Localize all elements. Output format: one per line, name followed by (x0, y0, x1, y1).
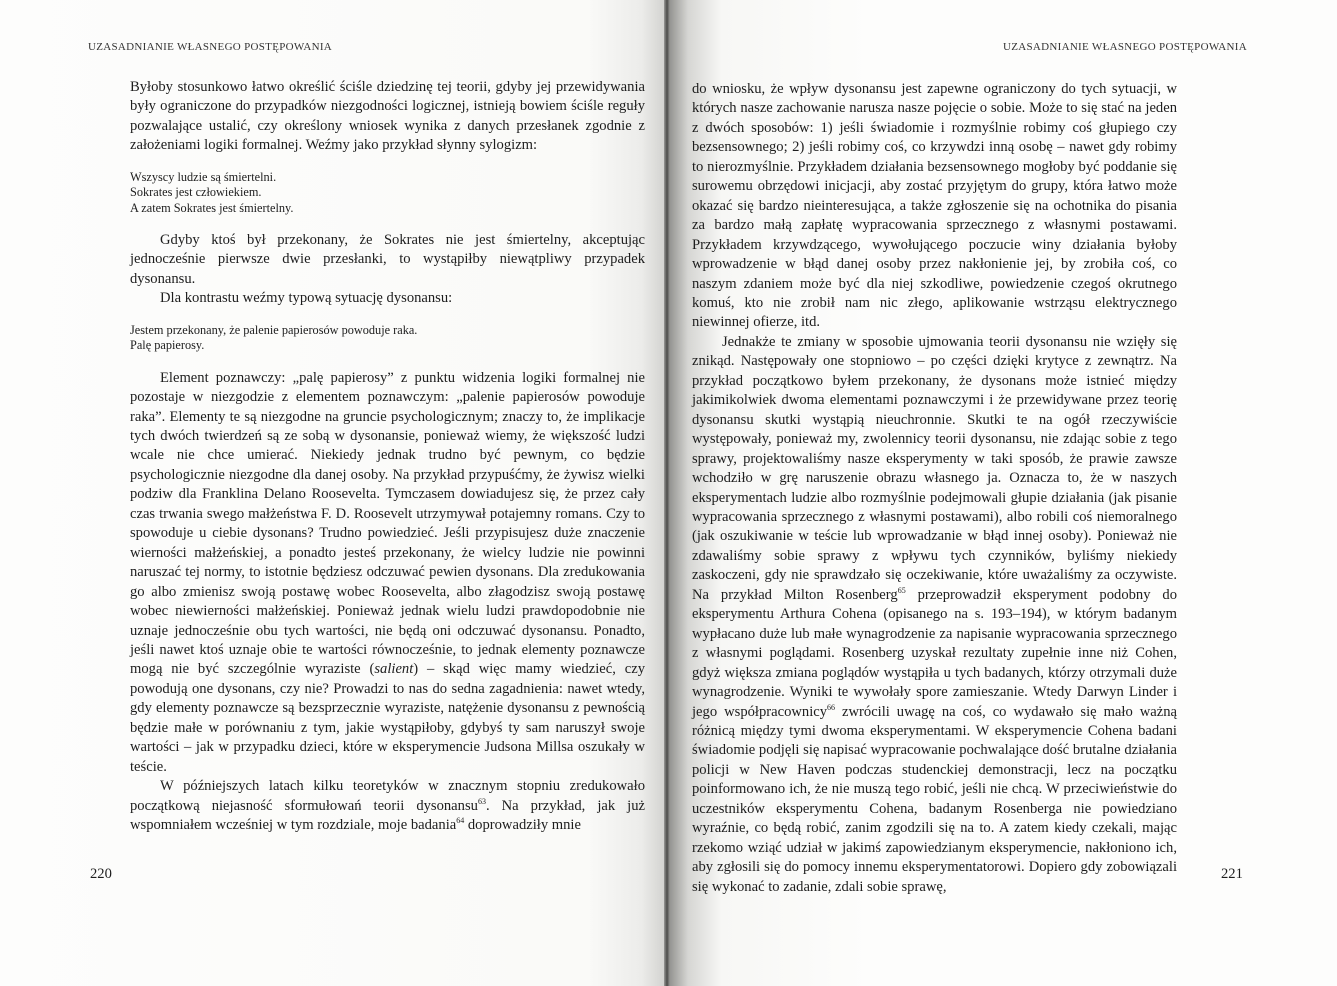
quote-line: A zatem Sokrates jest śmiertelny. (130, 200, 294, 215)
syllogism-quote (130, 170, 645, 216)
right-page (668, 0, 1337, 986)
paragraph-text: Dla kontrastu weźmy typową sytuację dysonansu: (160, 290, 453, 307)
paragraph-text: ) – skąd więc mamy wiedzieć, czy powodują one dysonans, czy nie? Prowadzi to nas do sedna zagadnienia: nawet wtedy, gdy elementy poznawcze są bezsprzecznie wyraziste, natężenie dysonansu z pewnością będzie małe w porównaniu z tym, jakie wystąpiłoby, gdybyś ty sam naruszył swoje wartości – jak w przypadku dzieci, które w eksperymencie Judsona Millsa oszukały w teście. (130, 661, 645, 775)
paragraph (692, 80, 1177, 333)
dissonance-quote (130, 323, 645, 354)
paragraph (130, 289, 645, 308)
italic-term: salient (374, 661, 414, 678)
paragraph (130, 231, 645, 289)
footnote-ref: 63 (477, 796, 486, 806)
paragraph-text: W późniejszych latach kilku teoretyków w znacznym stopniu zredukowało początkową niejasność sformułowań teorii dysonansu (130, 778, 645, 814)
left-page (0, 0, 668, 986)
paragraph-text: do wniosku, że wpływ dysonansu jest zapewne ograniczony do tych sytuacji, w których nasze zachowanie narusza nasze pojęcie o sobie. Może to się stać na jeden z dwóch sposobów: 1) jeśli świadomie i rozmyślnie robimy coś głupiego czy bezsensownego; 2) jeśli robimy coś, co krzywdzi inną osobę – nawet gdy robimy to nierozmyślnie. Przykładem działania bezsensownego mogłoby być poddanie się surowemu obrzędowi inicjacji, aby zostać przyjętym do grupy, która łatwo może okazać się bardzo nieinteresująca, a także zgłoszenie się na ochotnika do pisania za bardzo małą zapłatę wypracowania sprzecznego z własnymi postawami. Przykładem krzywdzącego, wywołującego poczucie winy działania byłoby wprowadzenie w błąd danej osoby przez nakłonienie jej, by zrobiła coś, co naszym zdaniem może być dla niej szkodliwe, powiedzenie czegoś okrutnego komuś, kto nie zrobił nam nic złego, aplikowanie wstrząsu elektrycznego niewinnej ofierze, itd. (692, 81, 1177, 331)
paragraph-text: Byłoby stosunkowo łatwo określić ściśle dziedzinę tej teorii, gdyby jej przewidywania były ograniczone do przypadków niezgodności logicznej, istnieją bowiem ściśle reguły pozwalające ustalić, czy określony wniosek wynika z danych przesłanek zgodnie z założeniami logiki formalnej. Weźmy jako przykład słynny sylogizm: (130, 79, 645, 154)
paragraph-text: . Na przykład, jak już wspomniałem wcześniej w tym rozdziale, moje badania (130, 797, 645, 834)
quote-line: Jestem przekonany, że palenie papierosów powoduje raka. (130, 322, 418, 337)
paragraph-text: doprowadziły mnie (464, 817, 581, 834)
footnote-ref: 64 (456, 816, 465, 826)
footnote-ref: 66 (827, 702, 836, 712)
footnote-ref: 65 (897, 585, 906, 595)
paragraph-text: przeprowadził eksperyment podobny do eksperymentu Arthura Cohena (opisanego na s. 193–194), w którym badanym wypłacano duże lub małe wynagrodzenie za napisanie wypracowania sprzecznego z własnymi poglądami. Rosenberg uzyskał rezultaty zupełnie inne niż Cohen, gdyż większa zmiana poglądów wystąpiła u tych badanych, którzy otrzymali duże wynagrodzenie. Wyniki te wywołały spore zamieszanie. Wtedy Darwyn Linder i jego współpracownicy (692, 586, 1178, 720)
paragraph-text: zwrócili uwagę na coś, co wydawało się mało ważną różnicą między tymi dwoma eksperymentami. W eksperymencie Cohena badani świadomie podjęli się napisać wypracowanie pochwalające dość brutalne działania policji w New Haven podczas studenckiej demonstracji, lecz na początku poinformowano ich, że nie muszą tego robić, jeśli nie chcą. W przeciwieństwie do uczestników eksperymentu Cohena, badanym Rosenberga nie powiedziano wyraźnie, co będą robić, zanim zgodzili się na to. A zatem kiedy czekali, mając rzekomo wziąć udział w jakimś zapowiedzianym eksperymencie, nakłoniono ich, aby zgłosili się do pomocy innemu eksperymentatorowi. Dopiero gdy zobowiązali się wykonać to zadanie, zdali sobie sprawę, (692, 703, 1177, 895)
book-gutter (664, 0, 670, 986)
right-text-block (692, 80, 1177, 897)
left-text-block (130, 78, 645, 836)
quote-line: Sokrates jest człowiekiem. (130, 185, 262, 200)
paragraph (130, 78, 645, 156)
quote-line: Wszyscy ludzie są śmiertelni. (130, 169, 277, 184)
paragraph (130, 369, 645, 778)
paragraph-text: Gdyby ktoś był przekonany, że Sokrates nie jest śmiertelny, akceptując jednocześnie pierwsze dwie przesłanki, to wystąpiłby niewątpliwy przypadek dysonansu. (130, 232, 645, 287)
paragraph (130, 777, 645, 835)
page-number-right: 221 (1221, 866, 1243, 882)
paragraph-text: Jednakże te zmiany w sposobie ujmowania teorii dysonansu nie wzięły się znikąd. Następowały one stopniowo – po części dzięki krytyce z zewnątrz. Na przykład początkowo byłem przekonany, że dysonans może istnieć między jakimikolwiek dwoma elementami poznawczymi i że przewidywane przez teorię dysonansu skutki wystąpią nieuchronnie. Skutki te na ogół rzeczywiście występowały, ponieważ my, zwolennicy teorii dysonansu, nie zdając sobie z tego sprawy, projektowaliśmy nasze eksperymenty w taki sposób, że prawie zawsze wchodziło w grę naruszenie obrazu własnego ja. Oznacza to, że w naszych eksperymentach ludzie albo rozmyślnie podejmowali głupie działania (jak pisanie wypracowania sprzecznego z własnymi postawami), albo robili coś niemoralnego (jak oszukiwanie w teście lub wprowadzanie w błąd innej osoby). Ponieważ nie zdawaliśmy sobie sprawy z wpływu tych czynników, byliśmy niekiedy zaskoczeni, gdy nie sprawdzało się oczekiwanie, które uważaliśmy za oczywiste. Na przykład Milton Rosenberg (692, 333, 1177, 603)
paragraph-text: Element poznawczy: „palę papierosy” z punktu widzenia logiki formalnej nie pozostaje w niezgodzie z elementem poznawczym: „palenie papierosów powoduje raka”. Elementy te są niezgodne na gruncie psychologicznym; znaczy to, że implikacje tych dwóch twierdzeń są ze sobą w dysonansie, ponieważ wiemy, że większość ludzi wcale nie chce umierać. Niekiedy jednak trudno być pewnym, co będzie psychologicznie niezgodne dla danej osoby. Na przykład przypuśćmy, że żywisz wielki podziw dla Franklina Delano Roosevelta. Tymczasem dowiadujesz się, że przez cały czas trwania swego małżeństwa F. D. Roosevelt utrzymywał potajemny romans. Czy to spowoduje u ciebie dysonans? Trudno powiedzieć. Jeśli przypisujesz duże znaczenie wierności małżeńskiej, a ponadto jesteś przekonany, że wielcy ludzie nie powinni naruszać tej normy, to istotnie będziesz odczuwać pewien dysonans. Dla zredukowania go albo zmienisz swoją postawę wobec Roosevelta, albo złagodzisz swoją postawę wobec niewierności małżeńskiej. Ponieważ jednak wielu ludzi prawdopodobnie nie uznaje jednocześnie obu tych wartości, nie będą oni odczuwać dysonansu. Ponadto, jeśli nawet ktoś uznaje obie te wartości równocześnie, to jednak elementy poznawcze mogą nie być szczególnie wyraziste ( (130, 369, 645, 678)
paragraph (692, 333, 1177, 897)
running-head-right: UZASADNIANIE WŁASNEGO POSTĘPOWANIA (1002, 41, 1247, 53)
running-head-left: UZASADNIANIE WŁASNEGO POSTĘPOWANIA (88, 41, 333, 53)
quote-line: Palę papierosy. (130, 338, 205, 353)
page-number-left: 220 (90, 866, 112, 882)
